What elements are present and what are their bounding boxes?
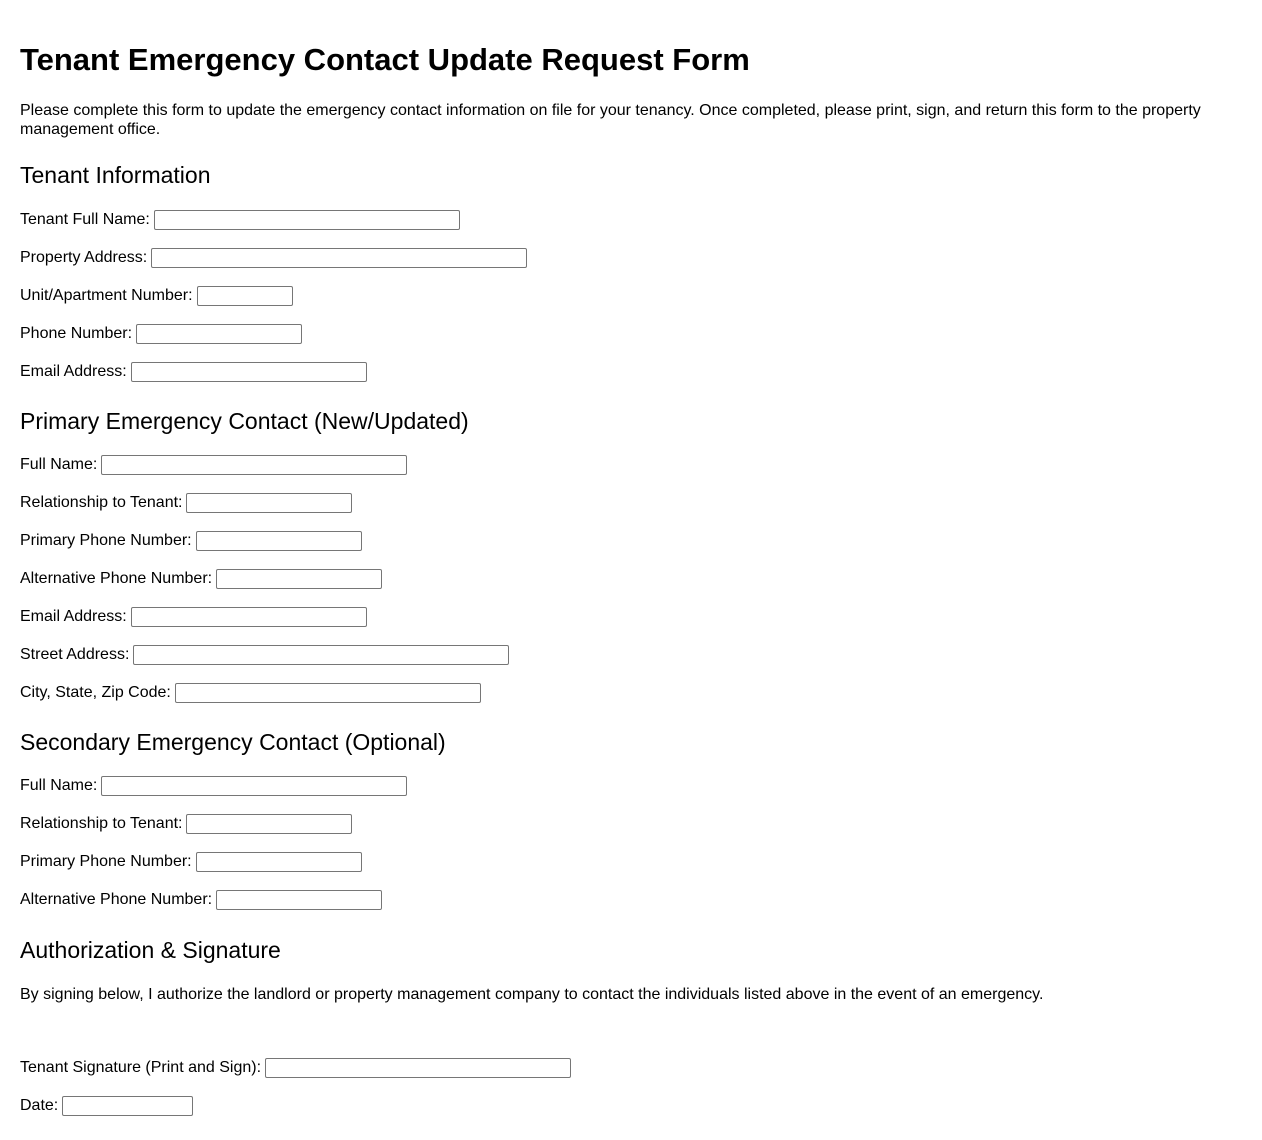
primary-street-label: Street Address: bbox=[20, 646, 130, 663]
authorization-statement: By signing below, I authorize the landlord or property management company to contact the individuals listed above in the event of an emergency. bbox=[20, 986, 1044, 1003]
field-row-primary-phone bbox=[20, 522, 1242, 560]
date-label: Date: bbox=[20, 1097, 59, 1114]
secondary-alt-phone-label: Alternative Phone Number: bbox=[20, 891, 213, 908]
field-row-secondary-full-name bbox=[20, 767, 1242, 805]
primary-phone-input[interactable] bbox=[196, 531, 362, 551]
field-row-primary-street bbox=[20, 636, 1242, 674]
field-row-tenant-full-name bbox=[20, 201, 1242, 239]
tenant-email-input[interactable] bbox=[131, 362, 367, 382]
primary-email-label: Email Address: bbox=[20, 608, 127, 625]
secondary-contact-section bbox=[20, 767, 1242, 919]
signature-section bbox=[20, 1049, 1242, 1125]
field-row-secondary-alt-phone bbox=[20, 881, 1242, 919]
primary-alt-phone-label: Alternative Phone Number: bbox=[20, 570, 213, 587]
unit-number-label: Unit/Apartment Number: bbox=[20, 287, 193, 304]
primary-full-name-label: Full Name: bbox=[20, 456, 98, 473]
field-row-tenant-email bbox=[20, 353, 1242, 391]
primary-relationship-input[interactable] bbox=[186, 493, 352, 513]
intro-text: Please complete this form to update the emergency contact information on file for your tenancy. Once completed, please print, sign, and return this form to the property management office. bbox=[20, 102, 1201, 138]
field-row-unit-number bbox=[20, 277, 1242, 315]
date-input[interactable] bbox=[62, 1096, 193, 1116]
tenant-phone-input[interactable] bbox=[136, 324, 302, 344]
field-row-primary-alt-phone bbox=[20, 560, 1242, 598]
field-row-primary-relationship bbox=[20, 484, 1242, 522]
field-row-tenant-signature bbox=[20, 1049, 1242, 1087]
field-row-primary-email bbox=[20, 598, 1242, 636]
field-row-primary-city-state-zip bbox=[20, 674, 1242, 712]
section-heading-secondary-contact: Secondary Emergency Contact (Optional) bbox=[20, 729, 446, 755]
tenant-phone-label: Phone Number: bbox=[20, 325, 133, 342]
primary-phone-label: Primary Phone Number: bbox=[20, 532, 192, 549]
primary-street-input[interactable] bbox=[133, 645, 509, 665]
tenant-information-section bbox=[20, 201, 1242, 391]
field-row-secondary-relationship bbox=[20, 805, 1242, 843]
secondary-phone-label: Primary Phone Number: bbox=[20, 853, 192, 870]
secondary-relationship-input[interactable] bbox=[186, 814, 352, 834]
property-address-input[interactable] bbox=[151, 248, 527, 268]
secondary-phone-input[interactable] bbox=[196, 852, 362, 872]
tenant-email-label: Email Address: bbox=[20, 363, 127, 380]
secondary-full-name-label: Full Name: bbox=[20, 777, 98, 794]
tenant-signature-label: Tenant Signature (Print and Sign): bbox=[20, 1059, 262, 1076]
primary-city-state-zip-input[interactable] bbox=[175, 683, 481, 703]
tenant-full-name-label: Tenant Full Name: bbox=[20, 211, 150, 228]
property-address-label: Property Address: bbox=[20, 249, 148, 266]
primary-relationship-label: Relationship to Tenant: bbox=[20, 494, 183, 511]
primary-city-state-zip-label: City, State, Zip Code: bbox=[20, 684, 171, 701]
tenant-signature-input[interactable] bbox=[265, 1058, 571, 1078]
field-row-tenant-phone bbox=[20, 315, 1242, 353]
field-row-primary-full-name bbox=[20, 446, 1242, 484]
tenant-full-name-input[interactable] bbox=[154, 210, 460, 230]
primary-alt-phone-input[interactable] bbox=[216, 569, 382, 589]
unit-number-input[interactable] bbox=[197, 286, 293, 306]
field-row-secondary-phone bbox=[20, 843, 1242, 881]
primary-full-name-input[interactable] bbox=[101, 455, 407, 475]
field-row-property-address bbox=[20, 239, 1242, 277]
primary-contact-section bbox=[20, 446, 1242, 712]
section-heading-authorization: Authorization & Signature bbox=[20, 937, 281, 963]
page-title: Tenant Emergency Contact Update Request Form bbox=[20, 42, 750, 77]
secondary-relationship-label: Relationship to Tenant: bbox=[20, 815, 183, 832]
section-heading-primary-contact: Primary Emergency Contact (New/Updated) bbox=[20, 408, 469, 434]
primary-email-input[interactable] bbox=[131, 607, 367, 627]
secondary-alt-phone-input[interactable] bbox=[216, 890, 382, 910]
field-row-date bbox=[20, 1087, 1242, 1125]
secondary-full-name-input[interactable] bbox=[101, 776, 407, 796]
section-heading-tenant-information: Tenant Information bbox=[20, 162, 211, 188]
